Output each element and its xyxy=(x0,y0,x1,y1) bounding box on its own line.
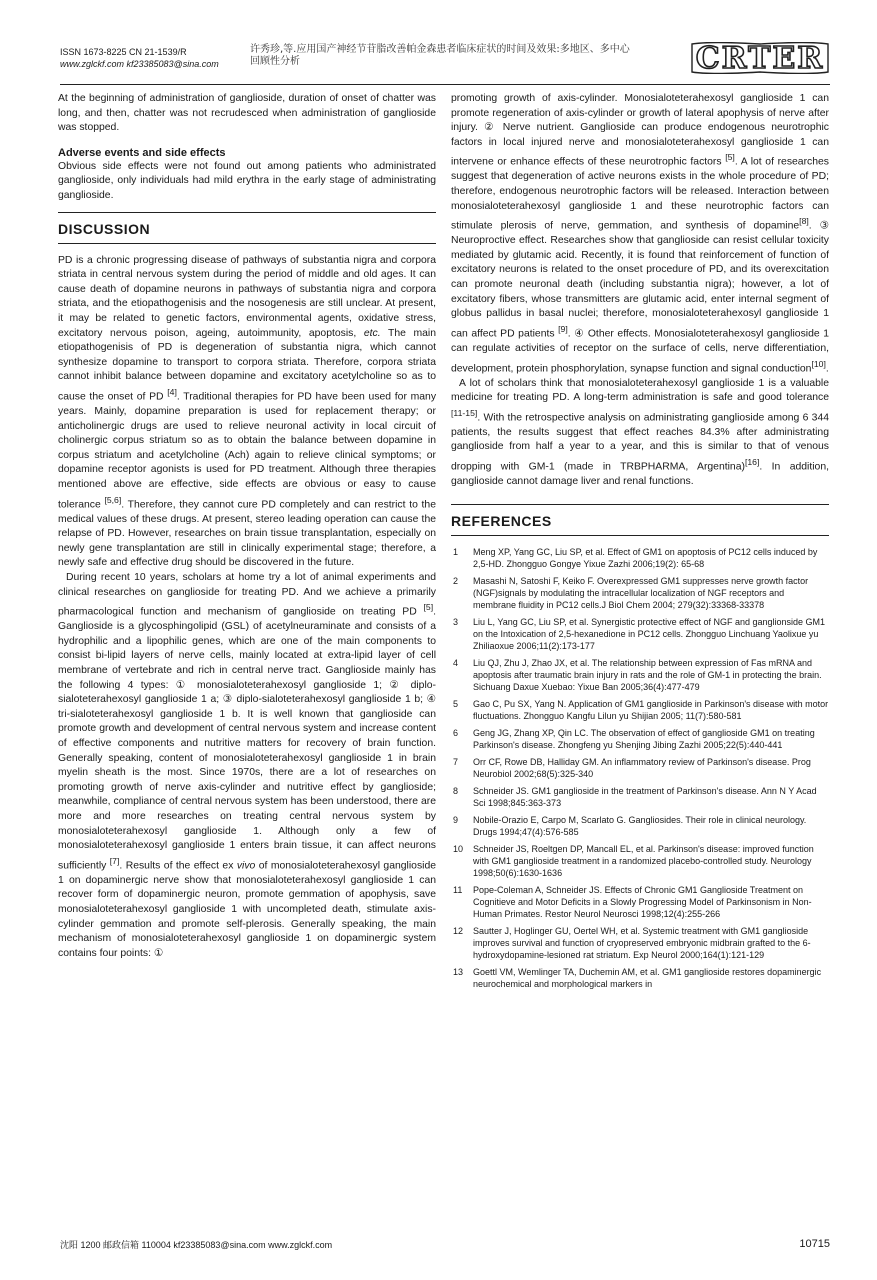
citation: [16] xyxy=(744,457,760,467)
text-run-italic: etc. xyxy=(363,327,381,339)
reference-text: Geng JG, Zhang XP, Qin LC. The observation of effect of ganglioside GM1 on treating Parkinson's disease. Zhongfeng yu Shenjing Jibing Zazhi 2005;22(5):440-441 xyxy=(473,727,815,750)
reference-text: Gao C, Pu SX, Yang N. Application of GM1 ganglioside in Parkinson's disease with motor fluctuations. Zhongguo Kangfu Lilun yu Shijian 2005; 11(7):580-581 xyxy=(473,698,829,721)
text-run: The main etiopathogenisis of PD is degeneration of substantia nigra, which cannot synthesize dopamine to transport to corpora striata. Therefore, corpora striata cannot inhibit balance between dopamine and excitatory acetylcholine so as to cause the onset of PD xyxy=(58,327,436,403)
reference-text: Orr CF, Rowe DB, Halliday GM. An inflammatory review of Parkinson's disease. Prog Neurobiol 2002;68(5):325-340 xyxy=(473,756,811,779)
reference-number: 2 xyxy=(453,575,459,586)
logo-text: CRTER xyxy=(695,42,825,74)
adverse-events-paragraph: Obvious side effects were not found out among patients who administrated ganglioside, only individuals had mild erythra in the early stage of administrating ganglioside. xyxy=(58,160,436,201)
text-run: PD is a chronic progressing disease of pathways of substantia nigra and corpora striata in central nervous system during the period of middle and old ages. It can cause death of dopamine neurons in pathways of substantia nigra and corpora striata, and the etiopathogenisis and the nosogenesis are still unclear. At present, it may be related to genetic factors, environmental agents, oxidative stress, excitatory nervous poison, ageing, autoimmunity, apoptosis, xyxy=(58,254,436,339)
text-run: . With the retrospective analysis on administrating ganglioside among 6 344 patients, the results suggest that effect reaches 84.3% after administrating ganglioside from half a year to a year, and this is similar to that of venous dropping with GM-1 (made in TRBPHARMA, Argentina) xyxy=(451,412,829,473)
references-heading: REFERENCES xyxy=(451,512,552,529)
text-run: . ④ Other effects. Monosialoteterahexosyl ganglioside 1 can regulate activities of receptor on the surface of cells, nerve differentiation, development, protein phosphorylation, synapse function and signal conduction xyxy=(451,328,829,374)
reference-item xyxy=(451,925,829,961)
header-rule xyxy=(60,84,830,85)
reference-item xyxy=(451,698,829,722)
reference-item xyxy=(451,814,829,838)
page-number: 10715 xyxy=(799,1238,830,1250)
citation: [11-15] xyxy=(451,407,478,418)
reference-number: 13 xyxy=(453,966,464,977)
citation: [5,6] xyxy=(104,494,122,505)
reference-text: Meng XP, Yang GC, Liu SP, et al. Effect of GM1 on apoptosis of PC12 cells induced by 2,5-HD. Zhongguo Gongye Yixue Zazhi 2006;19(2): 65-68 xyxy=(473,546,818,569)
references-heading-block xyxy=(451,504,829,536)
text-run: . Traditional therapies for PD have been used for many years. Mainly, dopamine preparation is used for replacement therapy; or anticholinergic drugs are used to relieve neuronal activity in local circuit of cholinergic corpus striatum so as to obtain the balance between dopamine in corpus striatum and acetylcholine (Ach) again to relieve clinical symptoms; or dopamine receptor agonists is used for PD treatment. Although three therapies mentioned above are effective, side effects are obvious or easy to cause tolerance xyxy=(58,391,437,510)
crter-logo xyxy=(690,42,830,74)
mechanism-paragraph xyxy=(451,92,829,377)
citation: [9] xyxy=(558,323,568,334)
reference-text: Schneider JS. GM1 ganglioside in the treatment of Parkinson's disease. Ann N Y Acad Sci 1998;845:363-373 xyxy=(473,785,817,808)
text-run-italic: vivo xyxy=(236,860,256,872)
intro-paragraph: At the beginning of administration of ganglioside, duration of onset of chatter was long, and then, chatter was not recrudesced when administration of ganglioside was stopped. xyxy=(58,93,436,134)
conclusion-paragraph xyxy=(451,377,829,490)
citation: [8] xyxy=(799,216,809,227)
citation: [4] xyxy=(167,386,177,397)
text-run: promoting growth of axis-cylinder. Monosialoteterahexosyl ganglioside 1 can promote regeneration of axis-cylinder or growth of lateral apophysis of nerve after injury. ② Nerve nutrient. Ganglioside can produce endogenous neurotrophic factors in local injured nerve and monosialoteterahexosyl ganglioside 1 can intervene or enhance effects of these neurotrophic factors xyxy=(451,93,829,168)
reference-number: 10 xyxy=(453,843,464,854)
discussion-heading-block xyxy=(58,212,436,244)
reference-text: Liu L, Yang GC, Liu SP, et al. Synergistic protective effect of NGF and ganglionside GM1 on the Intoxication of 2,5-hexanedione in PC12 cells. Zhongguo Linchuang Yaolixue yu Zhiliaoxue 2006;11(2):173-177 xyxy=(473,616,826,651)
reference-number: 11 xyxy=(453,884,463,895)
reference-list xyxy=(451,546,829,990)
text-run: . In addition, ganglioside cannot damage liver and renal functions. xyxy=(451,461,829,488)
discussion-heading: DISCUSSION xyxy=(58,220,151,237)
footer-address: 沈阳 1200 邮政信箱 110004 kf23385083@sina.com www.zglckf.com xyxy=(60,1240,333,1250)
reference-text: Schneider JS, Roeltgen DP, Mancall EL, et al. Parkinson's disease: improved function with GM1 ganglioside treatment in a randomized placebo-controlled study. Neurology 1998;50(6):1630-1636 xyxy=(473,843,814,878)
running-title: 许秀珍,等.应用国产神经节苷脂改善帕金森患者临床症状的时间及效果:多地区、多中心回顾性分析 xyxy=(250,44,630,67)
text-run: During recent 10 years, scholars at home try a lot of animal experiments and clinical researches on ganglioside for treating PD. And we achieve a primarily pharmacological function and mechanism of ganglioside on treating PD xyxy=(58,571,436,618)
reference-text: Liu QJ, Zhu J, Zhao JX, et al. The relationship between expression of Fas mRNA and apoptosis after traumatic brain injury in rats and the role of GM-1 in protecting the brain. Sichuang Daxue Xuebao: Yixue Ban 2005;36(4):477-479 xyxy=(473,657,822,692)
reference-item xyxy=(451,546,829,570)
discussion-paragraph-1 xyxy=(58,254,436,571)
text-run: of monosialoteterahexosyl ganglioside 1 on dopaminergic nerve show that monosialoteterahexosyl ganglioside 1 can recover form of dopaminergic neuron, promote gemmation of apophysis, save monosialoteterahexosyl ganglioside 1 with uncompleted death, stimulate axis-cylinder gemmation and promote self-plerosis. Generally speaking, the main mechanism of monosialoteterahexosyl ganglioside 1 on dopaminergic system contains four points: ① xyxy=(58,860,437,959)
issn-line: ISSN 1673-8225 CN 21-1539/R xyxy=(60,47,187,57)
reference-item xyxy=(451,616,829,652)
reference-text: Nobile-Orazio E, Carpo M, Scarlato G. Gangliosides. Their role in clinical neurology. Drugs 1994;47(4):576-585 xyxy=(473,814,807,837)
text-run: . ③ Neuroproctive effect. Researches show that ganglioside can resist cellular toxicity mediated by glutamic acid. Recently, it is found that reinforcement of function of excitatory neurons is related to the onset procedure of PD, and its overexcitation can promote neuronal death (including substantia nigra); however, a lot of excitatory fibers, whose transmitters are glutamic acid, enter internal segment of globus pallidus in basal nuclei; therefore, monosialoteterahexosyl ganglioside 1 can affect PD patients xyxy=(451,220,829,340)
reference-number: 1 xyxy=(453,546,459,557)
reference-item xyxy=(451,785,829,809)
page-header xyxy=(60,42,830,82)
text-run: . A lot of researches suggest that degeneration of active neurons exists in the whole procedure of PD; therefore, endogenous neurotrophic factors will be released. Interaction between monosialoteterahexosyl ganglioside 1 and these neurotrophic factors can stimulate plerosis of nerve, gemmation, and synthesis of dopamine xyxy=(451,156,829,232)
page-footer xyxy=(60,1238,830,1254)
reference-item xyxy=(451,657,829,693)
journal-info xyxy=(60,46,219,70)
reference-number: 4 xyxy=(453,657,459,668)
adverse-events-heading: Adverse events and side effects xyxy=(58,146,226,159)
reference-number: 3 xyxy=(453,616,459,627)
contact-line: www.zglckf.com kf23385083@sina.com xyxy=(60,59,219,69)
reference-text: Sautter J, Hoglinger GU, Oertel WH, et al. Systemic treatment with GM1 ganglioside improves survival and function of cryopreserved embryonic midbrain grafted to the 6-hydroxydopamine-lesioned rat striatum. Exp Neurol 2000;164(1):121-129 xyxy=(473,925,811,960)
citation: [10] xyxy=(811,358,826,369)
text-run: . Therefore, they cannot cure PD completely and can restrict to the medical values of these drugs. At present, stereo leading operation can cause the relapse of PD. However, researches on brain tissue transplantation, especially on newly gene transplantation are still in clinically experimental stage; therefore, a newly safe and effective drug should be discovered in the future. xyxy=(58,499,436,569)
text-run: . Ganglioside is a glycosphingolipid (GSL) of acetylneuraminate and consists of a hydrophilic and a lipophilic genes, which are one of the main components to consist bi-lipid layers of nerve cells, mainly located at extra-lipid layer of cell membrane of vertebrate and rich in central nerve tract. Ganglioside mainly has the following 4 types: ① monosialoteterahexosyl ganglioside 1; ② diplo-sialoteterahexosyl ganglioside 1 a; ③ diplo-sialoteterahexosyl ganglioside 1 b; ④ tri-sialoteterahexosyl ganglioside 1 b. It is well known that ganglioside can promote growth and development of central nervous system and increase content of effective components and nutritive matters for recovery of brain function. Generally speaking, content of monosialoteterahexosyl ganglioside 1 in brain myelin sheath is the most. Since 1970s, there are a lot of researches on promoting growth of nerve axis-cylinder and nutritive effect by ganglioside; meanwhile, compliance of central nervous system has been understood, there are more and more researches on treating central nervous system by monosialoteterahexosyl ganglioside 1. Although only a few of monosialoteterahexosyl ganglioside 1 enters brain tissue, it can affect neurons sufficiently xyxy=(58,606,436,872)
right-column xyxy=(451,92,829,995)
reference-item xyxy=(451,575,829,611)
reference-item xyxy=(451,727,829,751)
text-run: A lot of scholars think that monosialoteterahexosyl ganglioside 1 is a valuable medicine for treating PD. A long-term administration is safe and good tolerance xyxy=(451,377,829,404)
reference-number: 12 xyxy=(453,925,464,936)
reference-item xyxy=(451,884,829,920)
reference-number: 5 xyxy=(453,698,459,709)
reference-text: Masashi N, Satoshi F, Keiko F. Overexpressed GM1 suppresses nerve growth factor (NGF)signals by modulating the intracellular localization of NGF receptors and membrane fluidity in PC12 cells.J Biol Chem 2004; 279(32):33368-33378 xyxy=(473,575,809,610)
citation: [7] xyxy=(109,855,120,866)
reference-item xyxy=(451,966,829,990)
reference-number: 9 xyxy=(453,814,459,825)
reference-number: 6 xyxy=(453,727,459,738)
discussion-paragraph-2 xyxy=(58,571,436,961)
citation: [5] xyxy=(423,602,434,613)
text-run: . Results of the effect ex xyxy=(119,860,237,872)
reference-number: 7 xyxy=(453,756,459,767)
text-run: . xyxy=(825,362,829,374)
reference-text: Pope-Coleman A, Schneider JS. Effects of Chronic GM1 Ganglioside Treatment on Cognitieve and Motor Deficits in a Slowly Progressing Model of Parkinsonism in Non-Human Primates. Restor Neurol Neurosci 1998;12(4):255-266 xyxy=(473,884,812,919)
reference-item xyxy=(451,843,829,879)
citation: [5] xyxy=(725,152,735,163)
reference-number: 8 xyxy=(453,785,459,796)
reference-item xyxy=(451,756,829,780)
left-column xyxy=(58,92,436,961)
reference-text: Goettl VM, Wemlinger TA, Duchemin AM, et al. GM1 ganglioside restores dopaminergic neurochemical and morphological markers in xyxy=(473,966,822,989)
